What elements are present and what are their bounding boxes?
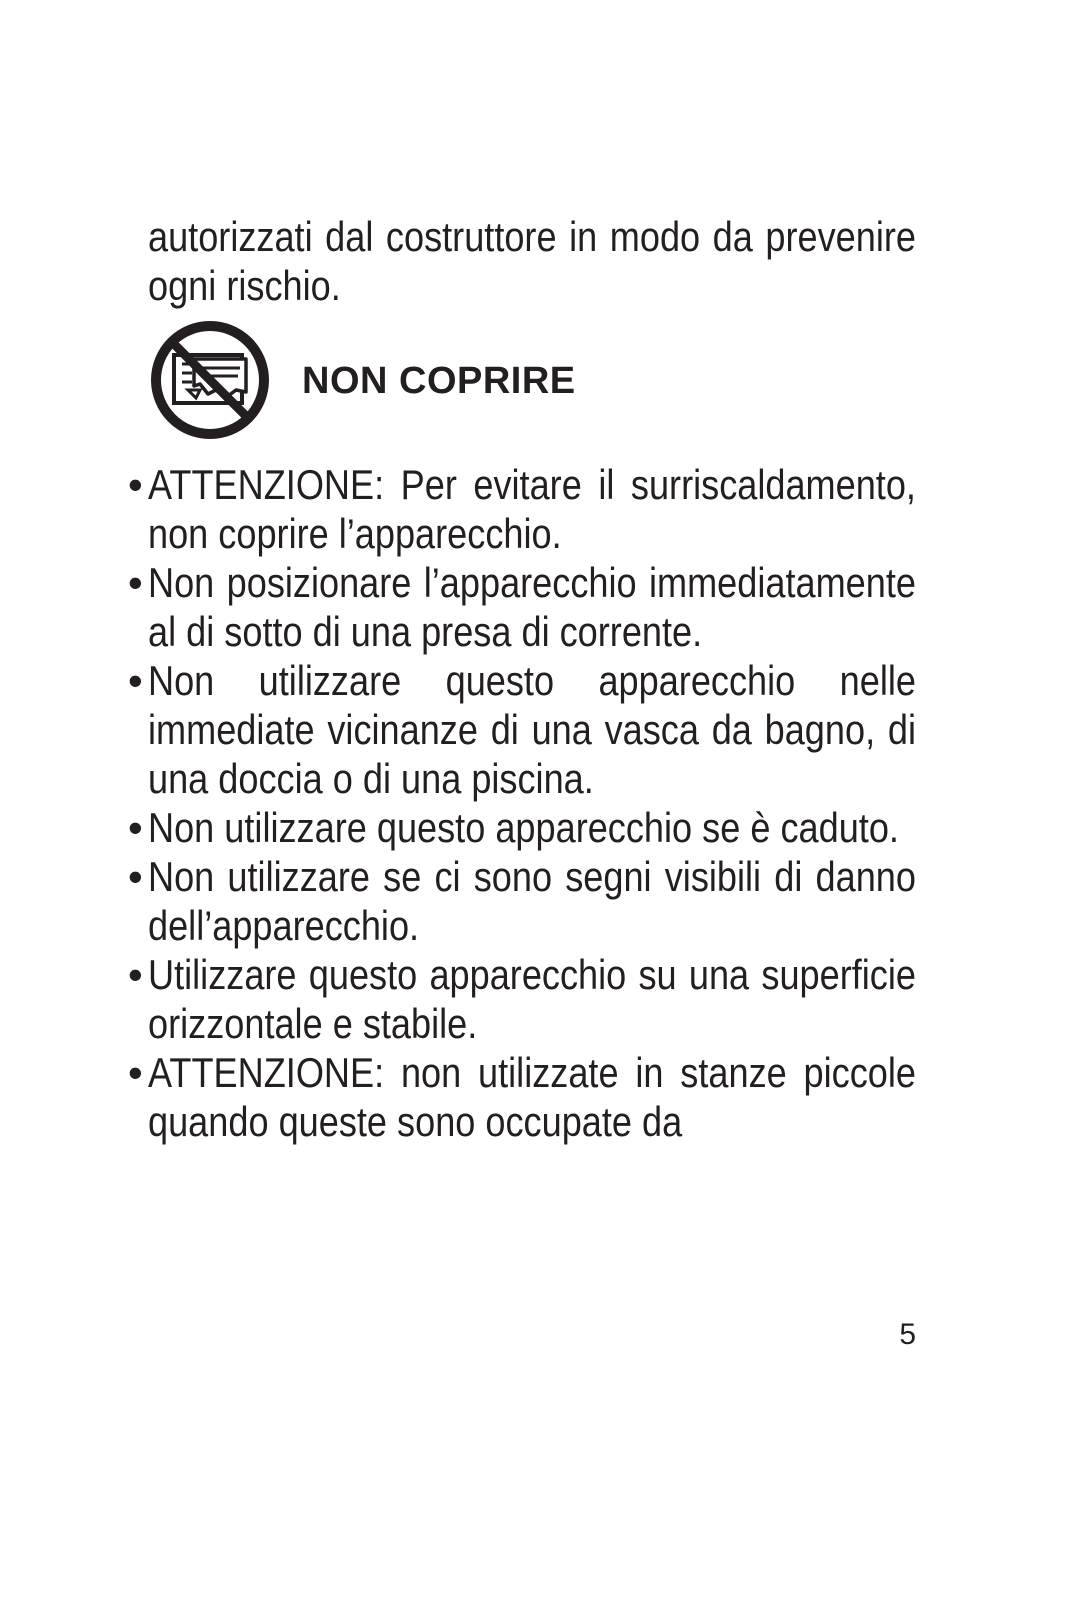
bullet-dot: • bbox=[128, 461, 143, 508]
bullet-dot: • bbox=[128, 1049, 143, 1096]
warning-block bbox=[148, 318, 748, 446]
bullet-dot: • bbox=[128, 951, 143, 998]
list-item bbox=[0, 460, 1067, 558]
list-item bbox=[0, 803, 1067, 852]
list-item-text: Non utilizzare questo apparecchio nelle immediate vicinanze di una vasca da bagno, di una doccia o di una piscina. bbox=[148, 657, 916, 802]
list-item bbox=[0, 1048, 1067, 1146]
bullet-dot: • bbox=[128, 804, 143, 851]
list-item bbox=[0, 950, 1067, 1048]
list-item-text: Non utilizzare se ci sono segni visibili di danno dell’apparecchio. bbox=[148, 853, 916, 949]
intro-paragraph: autorizzati dal costruttore in modo da prevenire ogni rischio. bbox=[148, 213, 916, 309]
list-item bbox=[0, 656, 1067, 803]
bullet-dot: • bbox=[128, 559, 143, 606]
list-item-text: Non utilizzare questo apparecchio se è caduto. bbox=[148, 804, 899, 851]
list-item-text: Non posizionare l’apparecchio immediatamente al di sotto di una presa di corrente. bbox=[148, 559, 916, 655]
list-item bbox=[0, 852, 1067, 950]
list-item-text: ATTENZIONE: Per evitare il surriscaldamento, non coprire l’apparecchio. bbox=[148, 461, 916, 557]
list-item bbox=[0, 558, 1067, 656]
do-not-cover-icon bbox=[148, 318, 272, 442]
warning-title: NON COPRIRE bbox=[302, 360, 576, 402]
page-number: 5 bbox=[899, 1318, 916, 1351]
bullet-dot: • bbox=[128, 657, 143, 704]
list-item-text: Utilizzare questo apparecchio su una superficie orizzontale e stabile. bbox=[148, 951, 916, 1047]
bullet-dot: • bbox=[128, 853, 143, 900]
list-item-text: ATTENZIONE: non utilizzate in stanze piccole quando queste sono occupate da bbox=[148, 1049, 916, 1145]
safety-bullet-list bbox=[0, 460, 1067, 1146]
